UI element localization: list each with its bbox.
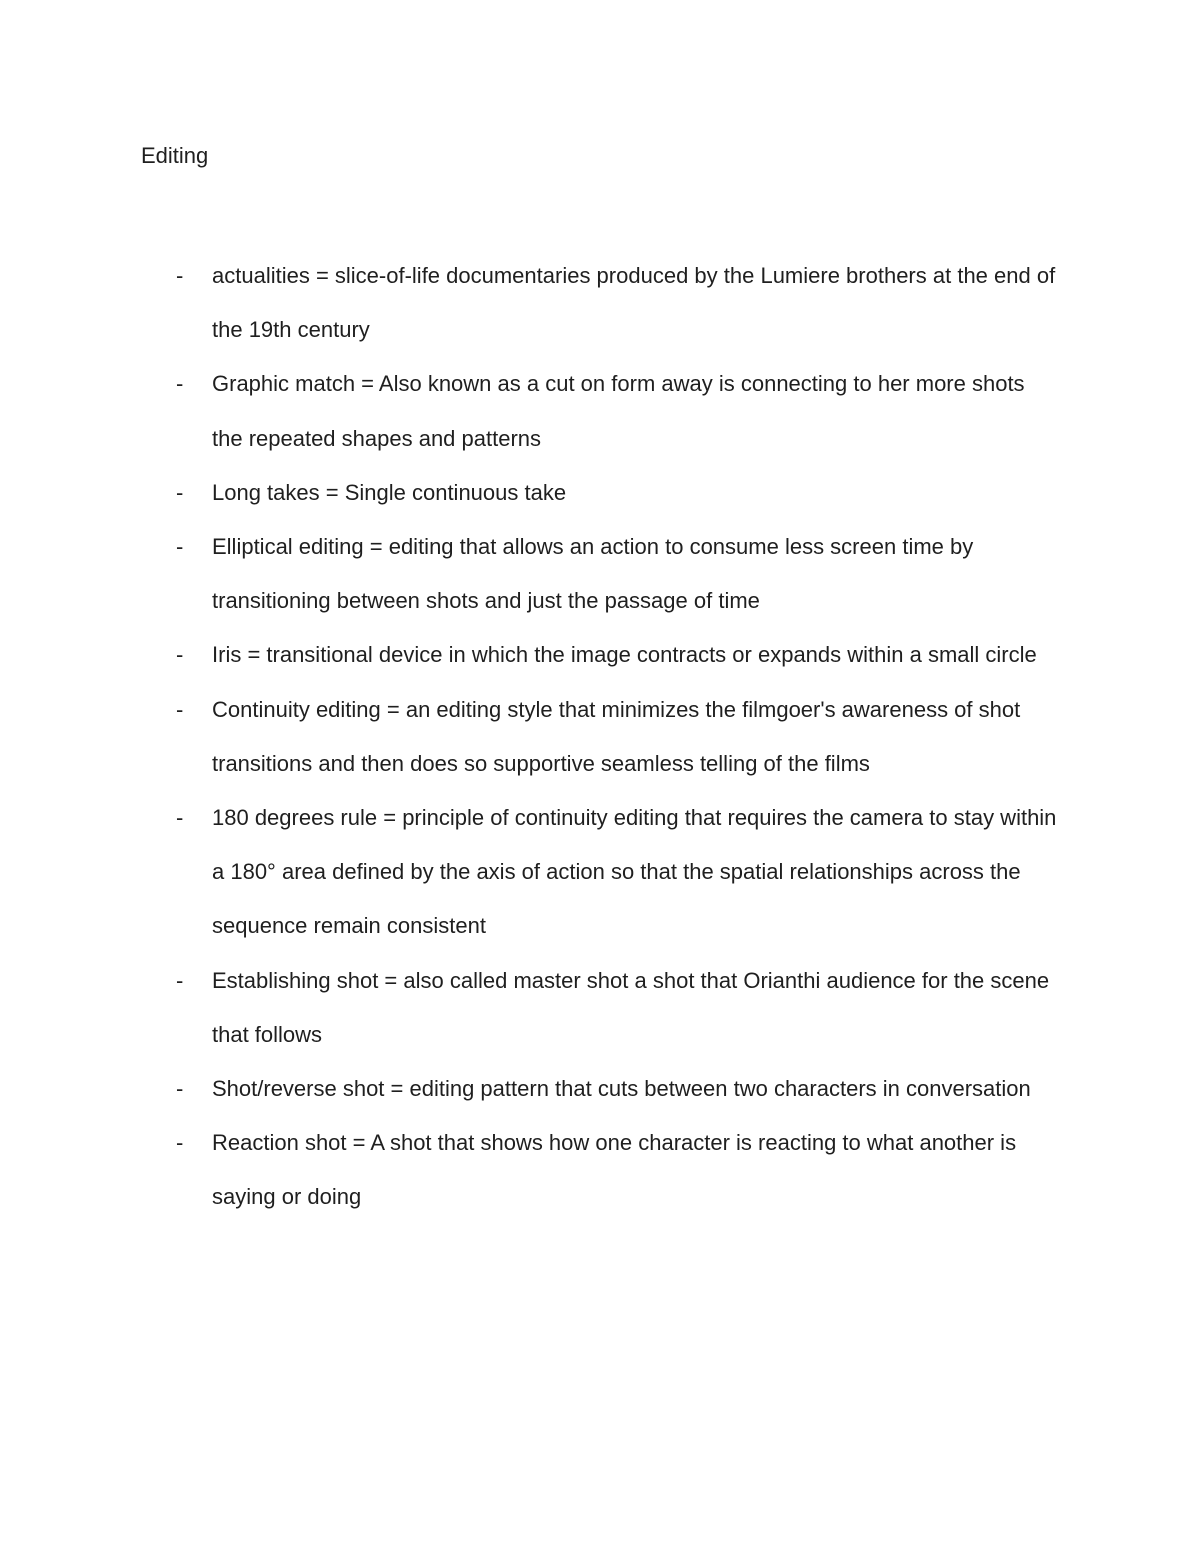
list-item-text: Continuity editing = an editing style that minimizes the filmgoer's awareness of shot transitions and then does so supportive seamless telling of the films bbox=[212, 696, 1021, 776]
list-item-text: Graphic match = Also known as a cut on form away is connecting to her more shots the repeated shapes and patterns bbox=[212, 371, 1025, 451]
list-item bbox=[0, 357, 1200, 465]
bullet-dash: - bbox=[176, 371, 184, 397]
bullet-dash: - bbox=[176, 1076, 184, 1102]
list-item-text: 180 degrees rule = principle of continuity editing that requires the camera to stay within a 180° area defined by the axis of action so that the spatial relationships across the sequence remain consistent bbox=[212, 805, 1057, 939]
list-item-text: actualities = slice-of-life documentaries produced by the Lumiere brothers at the end of the 19th century bbox=[212, 263, 1056, 343]
list-item bbox=[0, 954, 1200, 1062]
bullet-dash: - bbox=[176, 696, 184, 722]
list-item-text: Long takes = Single continuous take bbox=[212, 479, 567, 505]
notes-list bbox=[0, 249, 1200, 1225]
page-title: Editing bbox=[141, 143, 209, 168]
list-item bbox=[0, 683, 1200, 791]
bullet-dash: - bbox=[176, 263, 184, 288]
list-item-text: Establishing shot = also called master shot a shot that Orianthi audience for the scene that follows bbox=[212, 967, 1050, 1047]
bullet-dash: - bbox=[176, 479, 184, 505]
bullet-dash: - bbox=[176, 534, 184, 560]
bullet-dash: - bbox=[176, 805, 184, 831]
list-item-text: Shot/reverse shot = editing pattern that cuts between two characters in conversation bbox=[212, 1076, 1031, 1102]
list-item bbox=[0, 520, 1200, 628]
list-item-text: Reaction shot = A shot that shows how one character is reacting to what another is saying or doing bbox=[212, 1130, 1017, 1210]
list-item bbox=[0, 1116, 1200, 1224]
list-item bbox=[0, 628, 1200, 682]
bullet-dash: - bbox=[176, 642, 184, 668]
list-item-text: Elliptical editing = editing that allows an action to consume less screen time by transitioning between shots and just the passage of time bbox=[212, 534, 974, 614]
list-item bbox=[0, 1062, 1200, 1116]
bullet-dash: - bbox=[176, 967, 184, 993]
list-item bbox=[0, 791, 1200, 954]
list-item bbox=[0, 466, 1200, 520]
bullet-dash: - bbox=[176, 1130, 184, 1156]
list-item bbox=[0, 249, 1200, 357]
list-item-text: Iris = transitional device in which the image contracts or expands within a small circle bbox=[212, 642, 1037, 668]
